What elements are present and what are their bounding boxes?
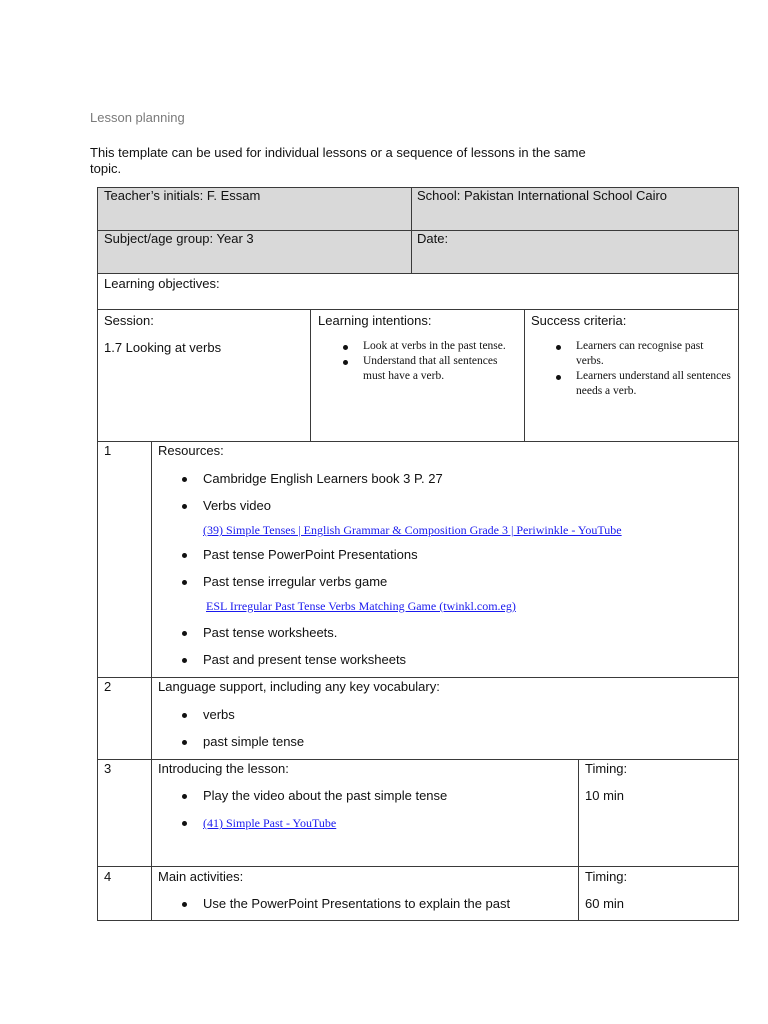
introducing-lesson-cell <box>151 759 579 867</box>
row-4-number-cell <box>97 866 152 921</box>
row-3-number-cell <box>97 759 152 867</box>
teacher-initials: Teacher’s initials: F. Essam <box>104 188 261 203</box>
intro-paragraph: This template can be used for individual lessons or a sequence of lessons in the same topic. <box>90 145 586 176</box>
date-label: Date: <box>417 231 449 246</box>
school-cell <box>411 187 739 231</box>
row-1-number-cell <box>97 441 152 678</box>
irregular-verbs-game-link[interactable]: ESL Irregular Past Tense Verbs Matching Game (twinkl.com.eg) <box>206 599 516 613</box>
success-criteria-cell <box>524 309 739 442</box>
resource-item: Past tense PowerPoint Presentations <box>203 547 418 563</box>
vocabulary-item: past simple tense <box>203 734 304 750</box>
main-activities-cell <box>151 866 579 921</box>
intentions-list <box>339 339 517 384</box>
learning-intentions-cell <box>310 309 525 442</box>
criteria-item: Learners understand all sentences needs a verb. <box>552 369 732 399</box>
verbs-video-link[interactable]: (39) Simple Tenses | English Grammar & Composition Grade 3 | Periwinkle - YouTube <box>203 523 622 537</box>
criteria-list <box>552 339 732 399</box>
intention-item: Understand that all sentences must have a verb. <box>339 354 517 384</box>
timing-cell-4 <box>578 866 739 921</box>
criteria-item: Learners can recognise past verbs. <box>552 339 732 369</box>
resource-item: Cambridge English Learners book 3 P. 27 <box>203 471 443 487</box>
session-label: Session: <box>104 313 154 328</box>
row-number: 1 <box>104 443 112 458</box>
simple-past-video-link[interactable]: (41) Simple Past - YouTube <box>203 816 337 830</box>
timing-label: Timing: <box>585 869 628 884</box>
resource-item: Past tense worksheets. <box>203 625 337 641</box>
resource-item: Past and present tense worksheets <box>203 652 406 668</box>
intention-item: Look at verbs in the past tense. <box>339 339 517 354</box>
success-criteria-label: Success criteria: <box>531 313 627 328</box>
document-heading: Lesson planning <box>90 110 185 125</box>
resources-cell <box>151 441 739 678</box>
session-value: 1.7 Looking at verbs <box>104 340 222 355</box>
language-support-cell <box>151 677 739 760</box>
intro-link-item <box>203 815 336 831</box>
subject-age-group: Subject/age group: Year 3 <box>104 231 254 246</box>
date-cell <box>411 230 739 274</box>
resource-item: Past tense irregular verbs game <box>203 574 387 590</box>
subject-cell <box>97 230 412 274</box>
learning-intentions-label: Learning intentions: <box>318 313 432 328</box>
language-support-label: Language support, including any key vocabulary: <box>158 679 440 694</box>
intro-activity-item: Play the video about the past simple tense <box>203 788 447 804</box>
learning-objectives-label: Learning objectives: <box>104 276 220 291</box>
learning-objectives-row <box>97 273 739 310</box>
teacher-cell <box>97 187 412 231</box>
school-name: School: Pakistan International School Cairo <box>417 188 668 203</box>
row-number: 4 <box>104 869 112 884</box>
resource-item: Verbs video <box>203 498 271 514</box>
main-activity-item: Use the PowerPoint Presentations to explain the past <box>203 896 510 912</box>
introducing-lesson-label: Introducing the lesson: <box>158 761 289 776</box>
timing-value: 10 min <box>585 788 625 803</box>
timing-cell-3 <box>578 759 739 867</box>
row-number: 2 <box>104 679 112 694</box>
row-number: 3 <box>104 761 112 776</box>
main-activities-label: Main activities: <box>158 869 244 884</box>
timing-label: Timing: <box>585 761 628 776</box>
timing-value: 60 min <box>585 896 625 911</box>
session-cell <box>97 309 311 442</box>
resources-label: Resources: <box>158 443 224 458</box>
row-2-number-cell <box>97 677 152 760</box>
vocabulary-item: verbs <box>203 707 235 723</box>
